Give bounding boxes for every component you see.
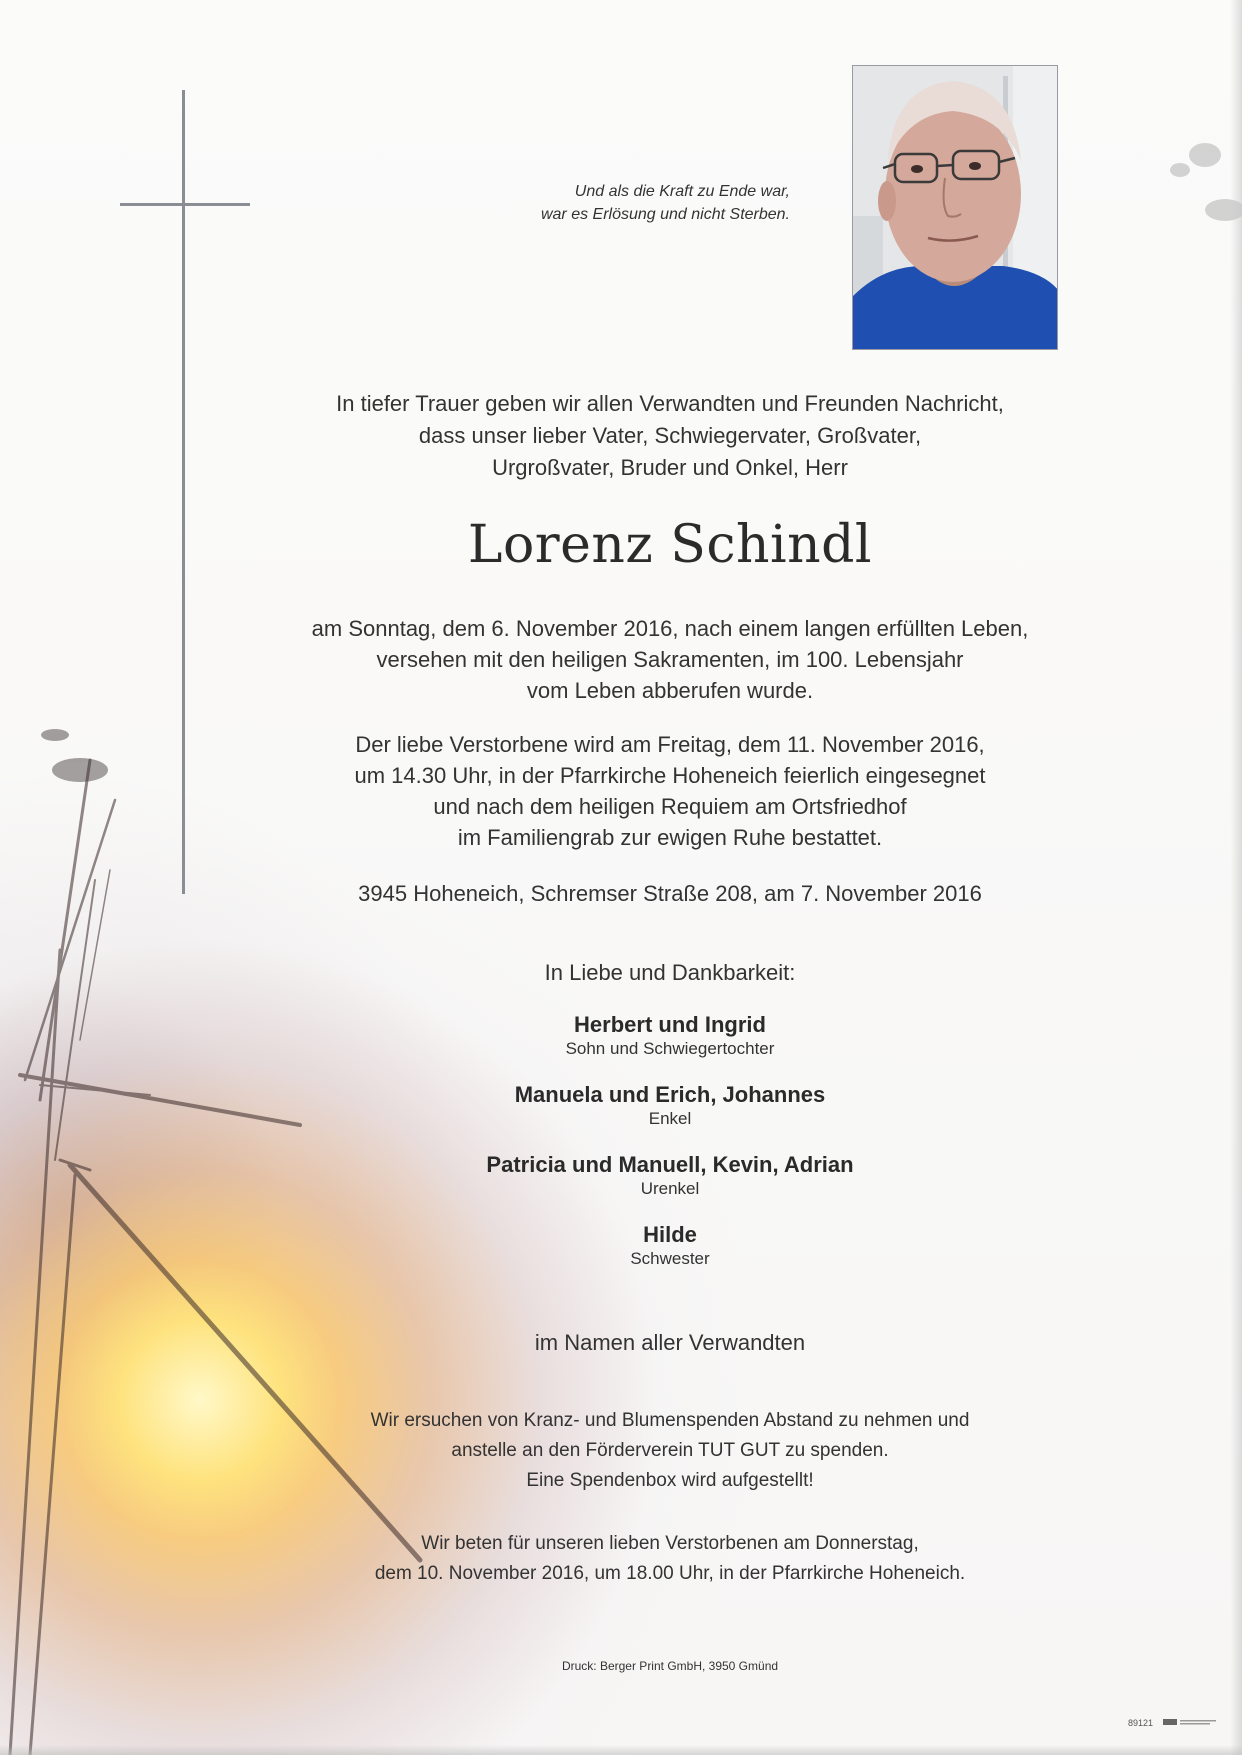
death-notice-line: am Sonntag, dem 6. November 2016, nach einem langen erfüllten Leben,: [311, 616, 1029, 641]
mourner-entry: [200, 1151, 1140, 1199]
prayer-notice: [200, 1529, 1140, 1589]
intro-line: Urgroßvater, Bruder und Onkel, Herr: [492, 455, 848, 480]
portrait-photo: [852, 65, 1058, 350]
mourner-entry: [200, 1221, 1140, 1269]
portrait-illustration: [853, 66, 1058, 350]
mourner-relation: Schwester: [630, 1249, 710, 1268]
mourner-names: Manuela und Erich, Johannes: [514, 1082, 826, 1107]
page-edge-bottom: [0, 1745, 1242, 1755]
printer-credit: Druck: Berger Print GmbH, 3950 Gmünd: [561, 1659, 779, 1673]
gratitude-heading: In Liebe und Dankbarkeit:: [544, 960, 796, 985]
quote-line: Und als die Kraft zu Ende war,: [574, 183, 790, 200]
funeral-line: um 14.30 Uhr, in der Pfarrkirche Hoheneich feierlich eingesegnet: [354, 763, 986, 788]
deceased-name: Lorenz Schindl: [467, 515, 873, 575]
funeral-details: [200, 729, 1140, 853]
mourner-relation: Sohn und Schwiegertochter: [565, 1039, 775, 1058]
cross-vertical-bar: [182, 90, 185, 894]
mourners-list: [200, 1011, 1140, 1291]
intro-line: dass unser lieber Vater, Schwiegervater, Großvater,: [418, 423, 922, 448]
donation-line: Eine Spendenbox wird aufgestellt!: [526, 1470, 814, 1491]
mourner-relation: Urenkel: [640, 1179, 700, 1198]
on-behalf-line: im Namen aller Verwandten: [534, 1330, 806, 1355]
funeral-line: Der liebe Verstorbene wird am Freitag, dem 11. November 2016,: [355, 732, 985, 757]
cross-horizontal-bar: [120, 203, 250, 206]
funeral-line: und nach dem heiligen Requiem am Ortsfriedhof: [433, 794, 907, 819]
quote-line: war es Erlösung und nicht Sterben.: [540, 206, 790, 223]
donation-line: anstelle an den Förderverein TUT GUT zu spenden.: [451, 1440, 889, 1461]
intro-text: [200, 388, 1140, 484]
page-edge-right: [1230, 0, 1242, 1755]
death-notice: [200, 613, 1140, 706]
mourner-entry: [200, 1011, 1140, 1059]
mourner-names: Herbert und Ingrid: [574, 1012, 766, 1037]
memorial-quote: [420, 180, 790, 226]
mourner-relation: Enkel: [648, 1109, 692, 1128]
mourner-names: Patricia und Manuell, Kevin, Adrian: [486, 1152, 854, 1177]
prayer-line: dem 10. November 2016, um 18.00 Uhr, in der Pfarrkirche Hoheneich.: [374, 1563, 966, 1584]
donation-line: Wir ersuchen von Kranz- und Blumenspenden Abstand zu nehmen und: [370, 1410, 970, 1431]
printer-logo-icon: [1163, 1717, 1218, 1727]
mourner-entry: [200, 1081, 1140, 1129]
death-notice-line: vom Leben abberufen wurde.: [526, 678, 814, 703]
prayer-line: Wir beten für unseren lieben Verstorbenen am Donnerstag,: [421, 1533, 919, 1554]
address-date-line: 3945 Hoheneich, Schremser Straße 208, am 7. November 2016: [358, 881, 982, 906]
funeral-line: im Familiengrab zur ewigen Ruhe bestattet.: [457, 825, 883, 850]
death-notice-line: versehen mit den heiligen Sakramenten, im 100. Lebensjahr: [376, 647, 964, 672]
mourner-names: Hilde: [643, 1222, 697, 1247]
donation-request: [200, 1406, 1140, 1496]
template-code: 89121: [1128, 1718, 1154, 1728]
intro-line: In tiefer Trauer geben wir allen Verwandten und Freunden Nachricht,: [336, 391, 1004, 416]
